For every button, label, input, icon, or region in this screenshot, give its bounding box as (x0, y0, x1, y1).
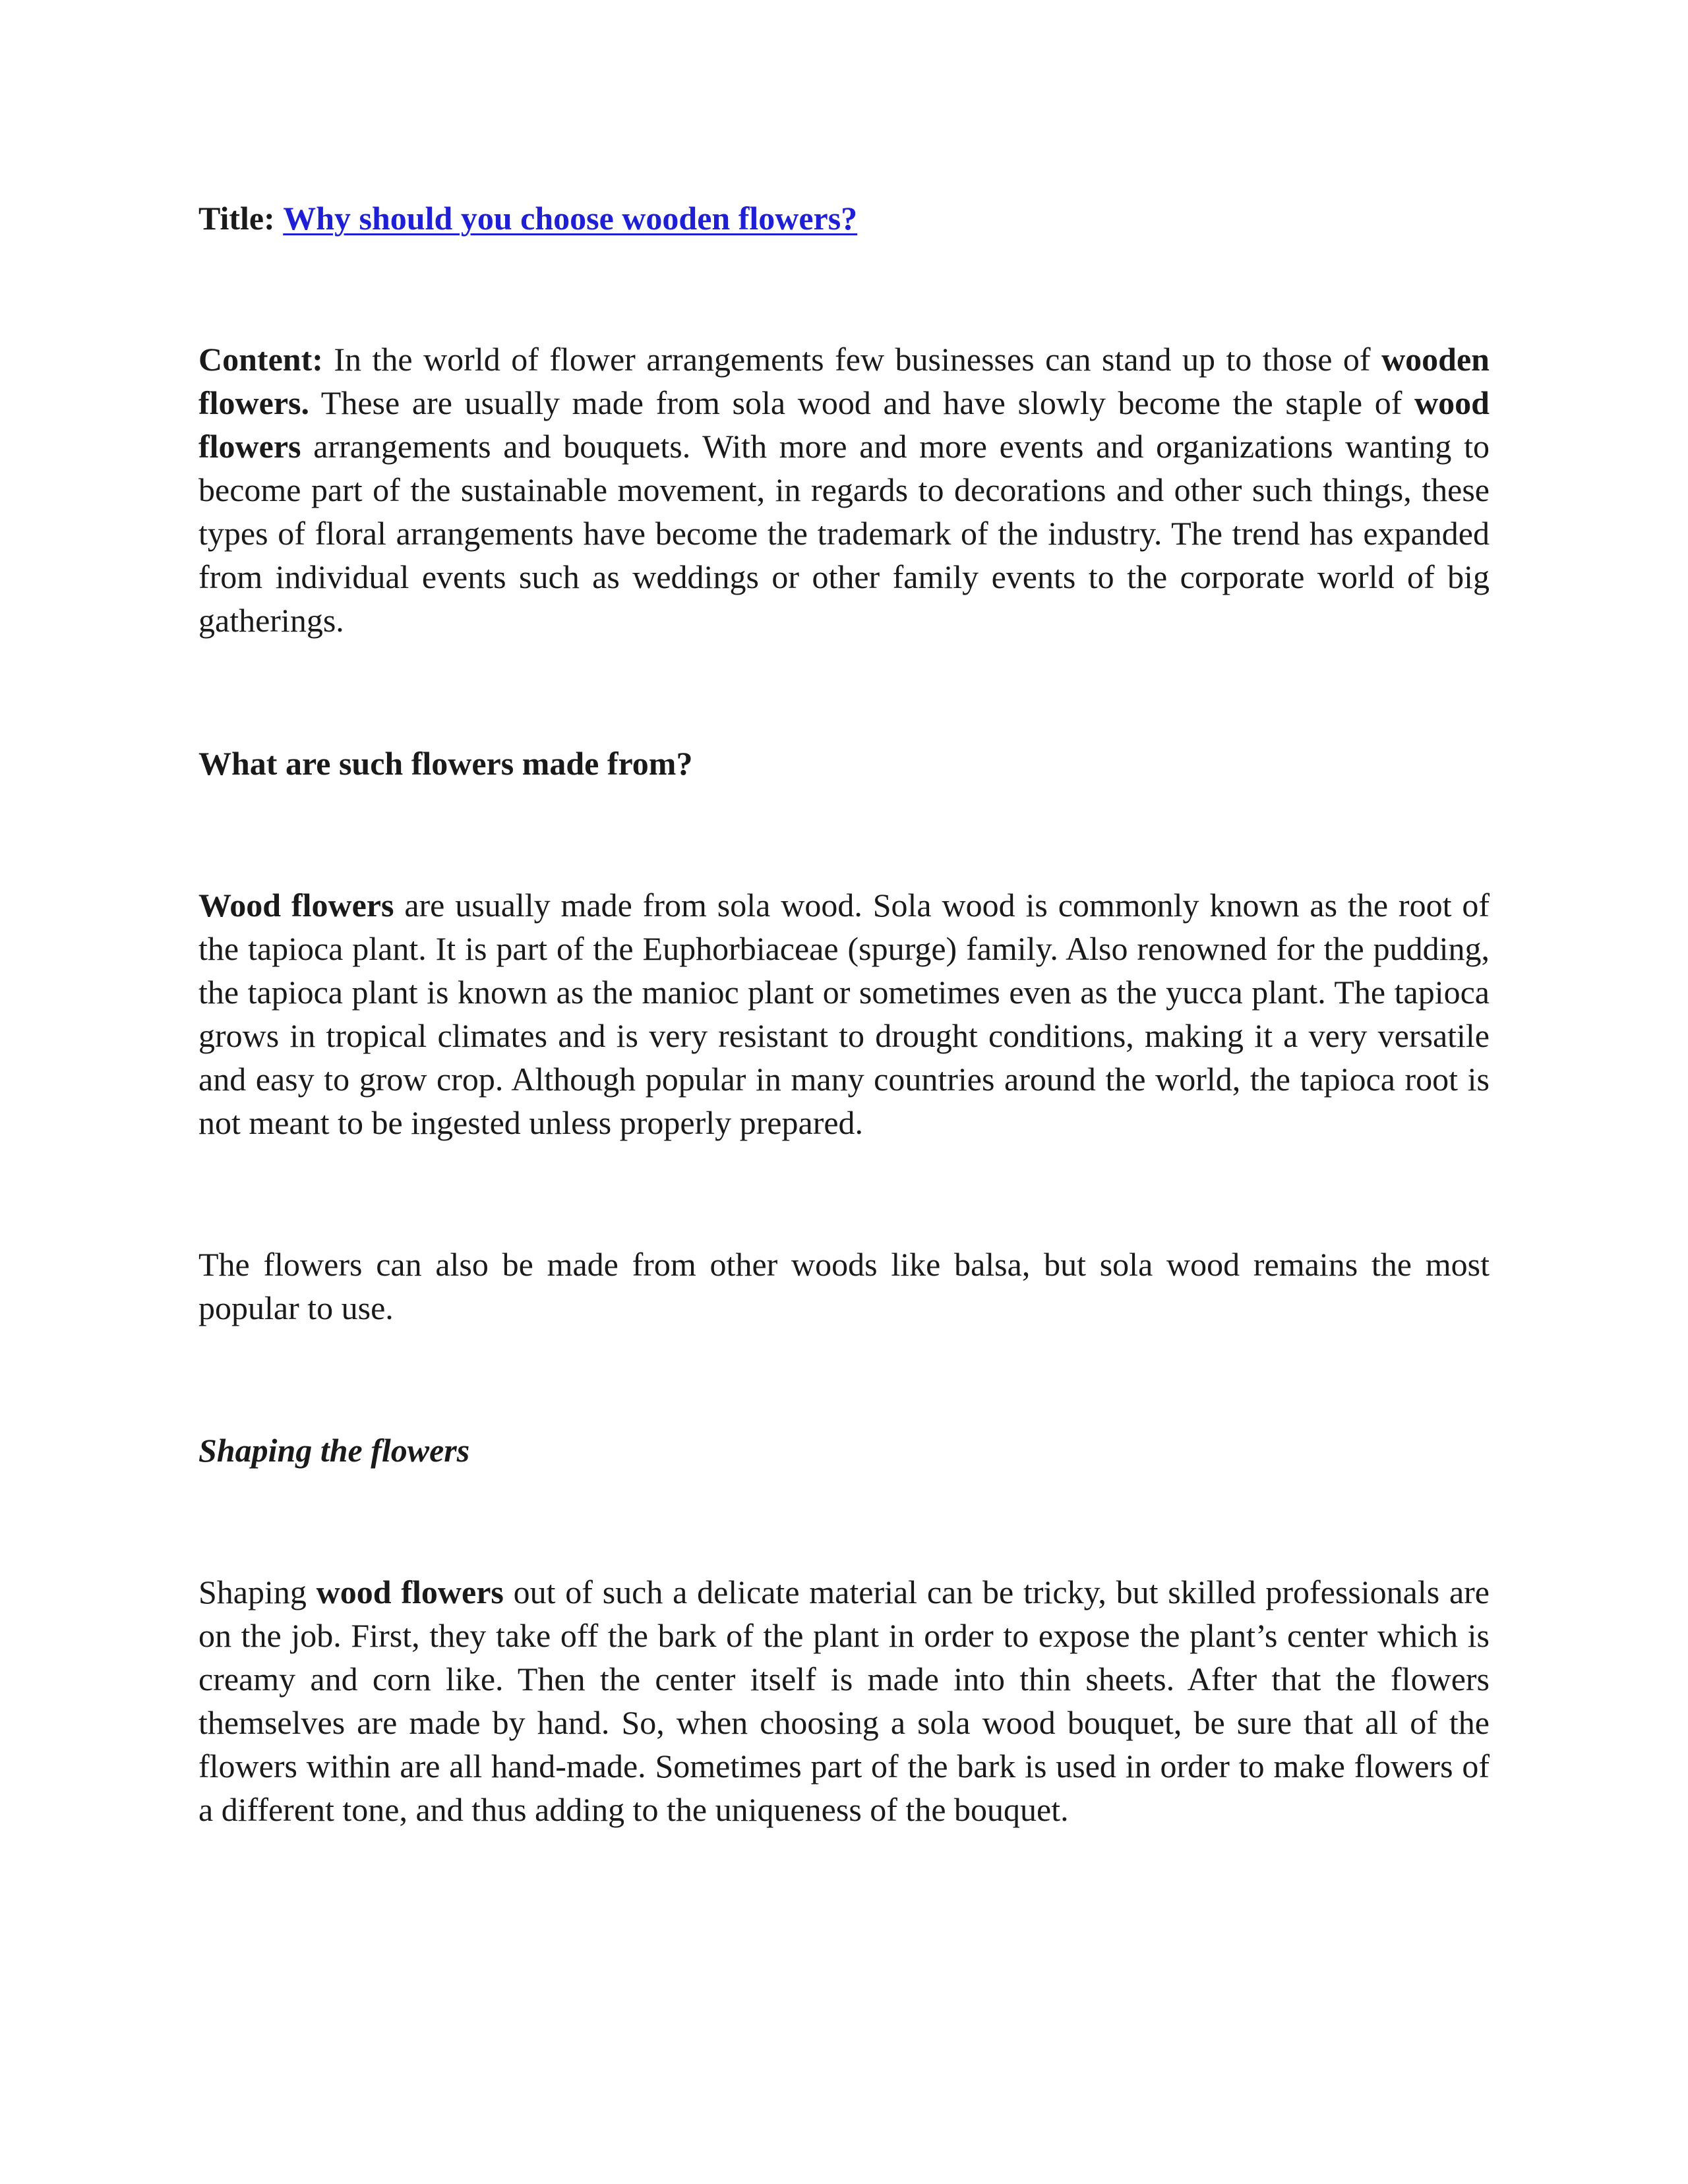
title-link[interactable]: Why should you choose wooden flowers? (283, 200, 858, 237)
content-text-1: In the world of flower arrangements few businesses can stand up to those of (322, 341, 1382, 378)
title-line (198, 196, 1490, 240)
section2-text-2: out of such a delicate material can be tricky, but skilled professionals are on the job. First, they take off the bark of the plant in order to expose the plant’s center which is creamy and corn like. Then the center itself is made into thin sheets. After that the flowers themselves are made by hand. So, when choosing a sola wood bouquet, be sure that all of the flowers within are all hand-made. Sometimes part of the bark is used in order to make flowers of a different tone, and thus adding to the uniqueness of the bouquet. (198, 1574, 1490, 1828)
section2-paragraph (198, 1570, 1490, 1831)
section1-paragraph-2: The flowers can also be made from other woods like balsa, but sola wood remains the most popular to use. (198, 1246, 1490, 1326)
section2-bold-wood-flowers: wood flowers (316, 1574, 504, 1610)
content-paragraph (198, 338, 1490, 642)
section2-text-1: Shaping (198, 1574, 316, 1610)
content-text-2: These are usually made from sola wood and have slowly become the staple of (309, 384, 1415, 421)
section-heading-made-from: What are such flowers made from? (198, 745, 693, 782)
section1-bold-wood-flowers: Wood flowers (198, 887, 394, 924)
content-bold-wood-flowers: wood flowers (198, 384, 1490, 465)
content-label: Content: (198, 341, 323, 378)
title-label: Title: (198, 200, 275, 237)
section1-paragraph-1 (198, 883, 1490, 1144)
section-heading-shaping: Shaping the flowers (198, 1432, 470, 1469)
content-bold-wooden-flowers: wooden flowers. (198, 341, 1490, 421)
section1-text: are usually made from sola wood. Sola wood is commonly known as the root of the tapioca plant. It is part of the Euphorbiaceae (spurge) family. Also renowned for the pudding, the tapioca plant is known as the manioc plant or sometimes even as the yucca plant. The tapioca grows in tropical climates and is very resistant to drought conditions, making it a very versatile and easy to grow crop. Although popular in many countries around the world, the tapioca root is not meant to be ingested unless properly prepared. (198, 887, 1490, 1141)
content-text-3: arrangements and bouquets. With more and more events and organizations wanting to become part of the sustainable movement, in regards to decorations and other such things, these types of floral arrangements have become the trademark of the industry. The trend has expanded from individual events such as weddings or other family events to the corporate world of big gatherings. (198, 428, 1490, 639)
